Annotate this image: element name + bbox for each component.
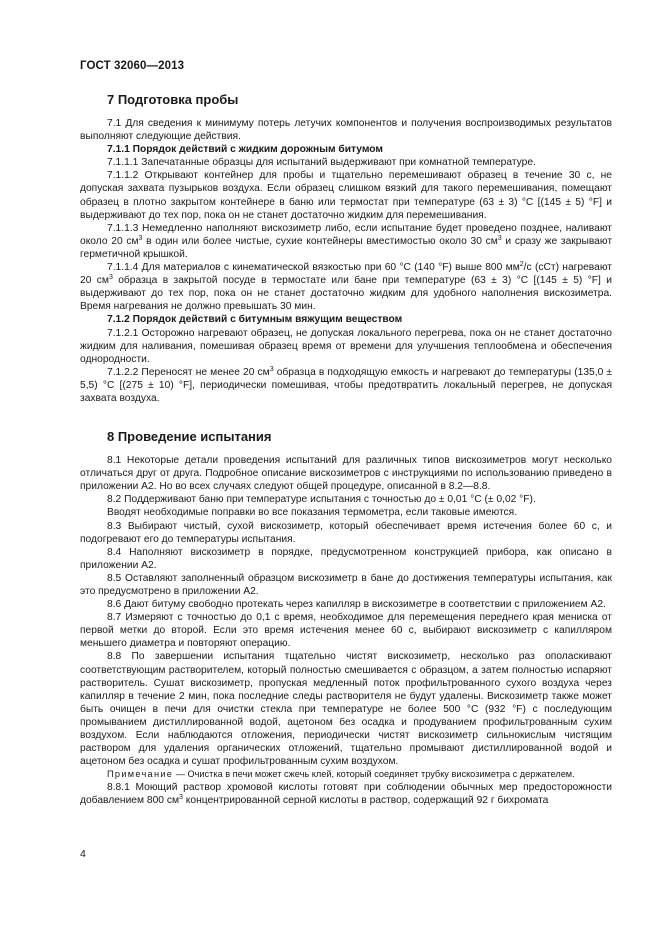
paragraph-8-2: 8.2 Поддерживают баню при температуре испытания с точностью до ± 0,01 °С (± 0,02 °F). xyxy=(107,494,536,506)
superscript: 3 xyxy=(269,365,274,373)
section-8-title: 8 Проведение испытания xyxy=(107,429,272,445)
text-segment: в один или более чистые, сухие контейнеры вместимостью около 30 см xyxy=(142,235,498,247)
section-spacer xyxy=(80,405,612,428)
text-segment: 7.1.1.3 Немедленно наполняют вискозиметр либо, если испытание будет проведено позднее, наливают около 20 см xyxy=(80,222,612,247)
text-segment: и сразу же закрывают герметичной крышкой. xyxy=(80,235,613,260)
text-segment: /с (сСт) нагревают 20 см xyxy=(80,262,612,287)
paragraph-8-3: 8.3 Выбирают чистый, сухой вискозиметр, который обеспечивает время истечения более 60 с, и подогревают его до температуры испытания. xyxy=(80,520,612,545)
text-segment: 7.1.2.2 Переносят не менее 20 см xyxy=(107,366,270,378)
paragraph-8-4: 8.4 Наполняют вискозиметр в порядке, предусмотренном конструкцией прибора, как описано в приложении А2. xyxy=(80,546,612,571)
paragraph-8-7: 8.7 Измеряют с точностью до 0,1 с время, необходимое для перемещения переднего края мениска от первой метки до второй. Если это время истечения менее 60 с, выбирают вискозиметр с капилляром меньшего диаметра и повторяют операцию. xyxy=(80,612,612,650)
note xyxy=(80,768,612,781)
superscript: 2 xyxy=(519,261,524,269)
note-text: — Очистка в печи может сжечь клей, который соединяет трубку вискозиметра с держателем. xyxy=(173,769,575,780)
paragraph-7-1-1-1: 7.1.1.1 Запечатанные образцы для испытаний выдерживают при комнатной температуре. xyxy=(107,157,536,169)
superscript: 3 xyxy=(497,234,502,242)
document-body xyxy=(80,91,612,808)
paragraph-7-1-1-2: 7.1.1.2 Открывают контейнер для пробы и тщательно перемешивают образец в течение 30 с, не допуская захвата пузырьков воздуха. Если образец слишком вязкий для такого перемешивания, помещают образец в плотно закрытом контейнере в баню или термостат при температуре (63 ± 3) °С [(145 ± 5) °F] и выдерживают до тех пор, пока он не станет достаточно жидким для перемешивания. xyxy=(80,170,612,221)
text-segment: концентрированной серной кислоты в раствор, содержащий 92 г бихромата xyxy=(182,795,549,807)
text-segment: 8.8.1 Моющий раствор хромовой кислоты готовят при соблюдении обычных мер предосторожности добавлением 800 см xyxy=(80,782,612,807)
paragraph-7-1-2-1: 7.1.2.1 Осторожно нагревают образец, не допуская локального перегрева, пока он не станет достаточно жидким для наливания, помешивая образец время от времени для улучшения теплообмена и обеспечения однородности. xyxy=(80,327,612,365)
subsection-7-1-1-title: 7.1.1 Порядок действий с жидким дорожным битумом xyxy=(107,144,384,156)
paragraph-8-8-1 xyxy=(80,781,612,807)
subsection-7-1-2-title: 7.1.2 Порядок действий с битумным вяжущим веществом xyxy=(107,314,403,326)
text-segment: 7.1.1.4 Для материалов с кинематической вязкостью при 60 °С (140 °F) выше 800 мм xyxy=(107,262,520,274)
standard-header: ГОСТ 32060—2013 xyxy=(80,60,185,72)
paragraph-8-6: 8.6 Дают битуму свободно протекать через капилляр в вискозиметре в соответствии с приложением А2. xyxy=(107,599,606,611)
section-7-title: 7 Подготовка пробы xyxy=(107,92,239,107)
paragraph-8-8: 8.8 По завершении испытания тщательно чистят вискозиметр, несколько раз ополаскивают соответствующим растворителем, который полностью смешивается с образцом, а затем полностью испаряют растворитель. Сушат вискозиметр, пропуская медленный поток профильтрованного сухого воздуха через капилляр в течение 2 мин, пока последние следы растворителя не будут удалены. Вискозиметр также может быть очищен в печи для очистки стекла при температуре не более 500 °С (932 °F) с последующим промыванием дистиллированной водой, ацетоном без осадка и продуванием профильтрованным сухим воздухом. Если наблюдаются отложения, периодически чистят вискозиметр сильнокислым чистящим раствором для удаления органических отложений, тщательно промывают дистиллированной водой и ацетоном без осадка и сушат профильтрованным сухим воздухом. xyxy=(80,651,612,768)
paragraph-8-2-continued: Вводят необходимые поправки во все показания термометра, если таковые имеются. xyxy=(107,507,518,519)
superscript: 3 xyxy=(179,794,183,802)
paragraph-7-1-2-2 xyxy=(80,366,612,405)
text-segment: образца в закрытой посуде в термостате или бане при температуре (63 ± 3) °С [(145 ± 5) °F] и выдерживают до тех пор, пока он не станет достаточно жидким для удобного наполнения вискозиметра. Время нагревания не должно превышать 30 мин. xyxy=(80,275,613,313)
page-number: 4 xyxy=(80,848,86,860)
note-label: Примечание xyxy=(107,769,174,780)
paragraph-7-1-1-4 xyxy=(80,261,612,313)
text-segment: образца в подходящую емкость и нагревают до температуры (135,0 ± 5,5) °С [(275 ± 10) °F], периодически помешивая, чтобы предотвратить локальный перегрев, не допуская захвата воздуха. xyxy=(80,366,613,404)
superscript: 3 xyxy=(108,274,113,282)
paragraph-8-1: 8.1 Некоторые детали проведения испытаний для различных типов вискозиметров могут несколько отличаться друг от друга. Подробное описание вискозиметров с инструкциями по использованию приведено в приложении А2. Но во всех случаях следуют общей процедуре, описанной в 8.2—8.8. xyxy=(80,455,612,493)
paragraph-8-5: 8.5 Оставляют заполненный образцом вискозиметр в бане до достижения температуры испытания, как это предусмотрено в приложении А2. xyxy=(80,572,612,597)
superscript: 3 xyxy=(138,234,143,242)
paragraph-7-1-1-3 xyxy=(80,222,612,261)
paragraph-7-1: 7.1 Для сведения к минимуму потерь летучих компонентов и получения воспроизводимых результатов выполняют следующие действия. xyxy=(80,118,612,143)
